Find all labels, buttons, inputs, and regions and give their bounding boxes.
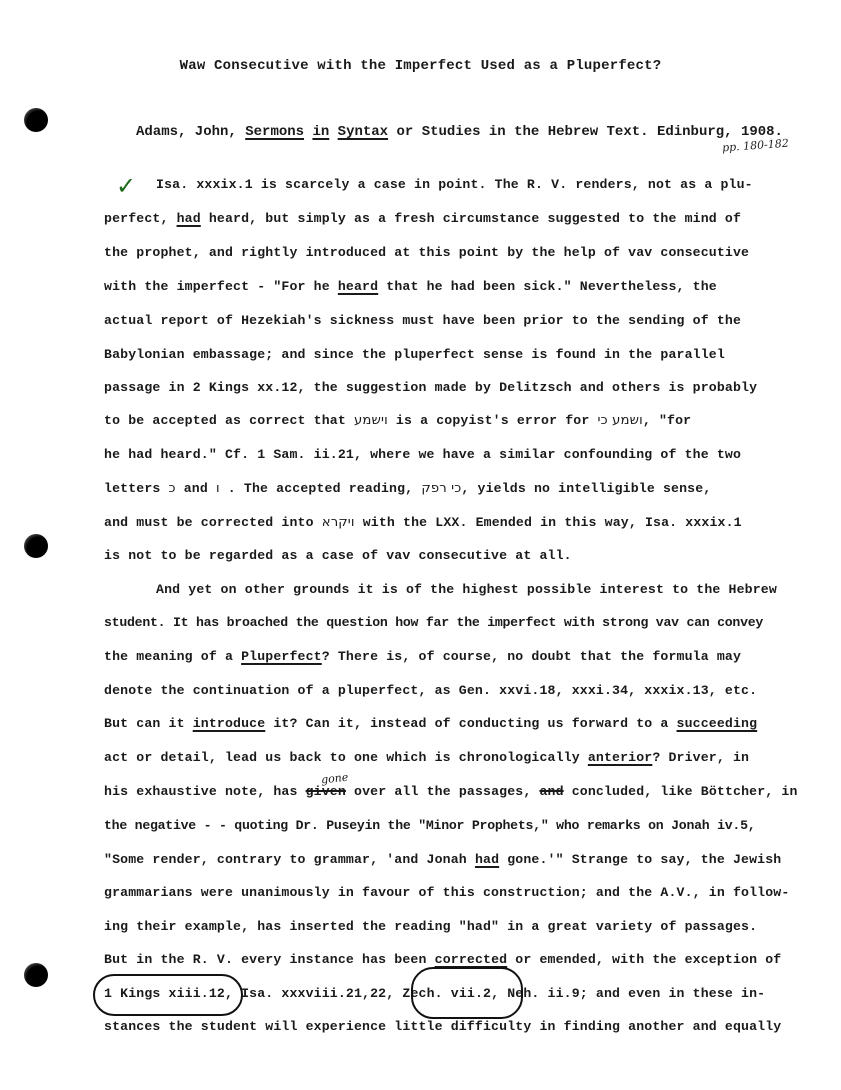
hebrew-letter: ו [215, 481, 220, 496]
text-line: "Some render, contrary to grammar, 'and Jonah had gone.'" Strange to say, the Jewish [104, 852, 782, 867]
text-line: Isa. xxxix.1 is scarcely a case in point. The R. V. renders, not as a plu- [156, 177, 753, 192]
circled-reference: 1 Kings xiii.12, [104, 986, 234, 1001]
hebrew-text: וישמע [353, 413, 388, 428]
text-line: But in the R. V. every instance has been corrected or emended, with the exception of [104, 952, 782, 967]
text-line: his exhaustive note, has given over all the passages, and concluded, like Böttcher, in [104, 784, 798, 799]
text-line: the negative - - quoting Dr. Puseyin the "Minor Prophets," who remarks on Jonah iv.5, [104, 818, 756, 833]
hebrew-text: כי רפק [421, 481, 462, 496]
text-line: But can it introduce it? Can it, instead of conducting us forward to a succeeding [104, 716, 758, 731]
text-line: with the imperfect - "For he heard that he had been sick." Nevertheless, the [104, 279, 717, 294]
text-line: the meaning of a Pluperfect? There is, of course, no doubt that the formula may [104, 649, 742, 664]
text-line: the prophet, and rightly introduced at this point by the help of vav consecutive [104, 245, 750, 260]
text-line: denote the continuation of a pluperfect, as Gen. xxvi.18, xxxi.34, xxxix.13, etc. [104, 683, 758, 698]
text-line: student. It has broached the question how far the imperfect with strong vav can convey [104, 615, 764, 630]
text-line: And yet on other grounds it is of the highest possible interest to the Hebrew [156, 582, 777, 597]
text-line: and must be corrected into ויקרא with the LXX. Emended in this way, Isa. xxxix.1 [104, 515, 742, 530]
hand-drawn-circle [411, 967, 523, 1019]
citation-title-word: Syntax [337, 124, 389, 140]
text-line: actual report of Hezekiah's sickness must have been prior to the sending of the [104, 313, 742, 328]
circled-reference: Zech. vii.2, [402, 986, 500, 1001]
page-title: Waw Consecutive with the Imperfect Used as a Pluperfect? [179, 58, 662, 74]
text-line: passage in 2 Kings xx.12, the suggestion made by Delitzsch and others is probably [104, 380, 758, 395]
text-line: stances the student will experience little difficulty in finding another and equally [104, 1019, 782, 1034]
text-line: to be accepted as correct that וישמע is a copyist's error for ושמע כי, "for [104, 413, 692, 428]
text-line: 1 Kings xiii.12, Isa. xxxviii.21,22, Zech. vii.2, Neh. ii.9; and even in these in- [104, 986, 766, 1001]
citation [136, 124, 783, 140]
text-line: he had heard." Cf. 1 Sam. ii.21, where we have a similar confounding of the two [104, 447, 742, 462]
handwritten-correction: gone [320, 770, 349, 787]
text-line: act or detail, lead us back to one which is chronologically anterior? Driver, in [104, 750, 750, 765]
punch-hole-middle [24, 534, 48, 558]
citation-rest: or Studies in the Hebrew Text. Edinburg, 1908. [388, 124, 783, 140]
check-mark-icon: ✓ [116, 172, 137, 200]
text-line: letters כ and ו . The accepted reading, כי רפק, yields no intelligible sense, [104, 481, 712, 496]
hand-drawn-circle [93, 974, 243, 1016]
text-line: perfect, had heard, but simply as a fresh circumstance suggested to the mind of [104, 211, 742, 226]
punch-hole-bottom [24, 963, 48, 987]
citation-title-word: in [312, 124, 330, 140]
hebrew-text: ויקרא [321, 515, 355, 530]
hebrew-letter: כ [168, 481, 176, 496]
citation-author: Adams, John, [136, 124, 237, 140]
text-line: is not to be regarded as a case of vav consecutive at all. [104, 548, 572, 563]
hebrew-text: ושמע כי [597, 413, 643, 428]
text-line: Babylonian embassage; and since the pluperfect sense is found in the parallel [104, 347, 725, 362]
text-line: grammarians were unanimously in favour of this construction; and the A.V., in follow- [104, 885, 790, 900]
handwritten-pages-note: pp. 180-182 [721, 136, 790, 155]
citation-title-word: Sermons [245, 124, 305, 140]
text-line: ing their example, has inserted the reading "had" in a great variety of passages. [104, 919, 758, 934]
punch-hole-top [24, 108, 48, 132]
